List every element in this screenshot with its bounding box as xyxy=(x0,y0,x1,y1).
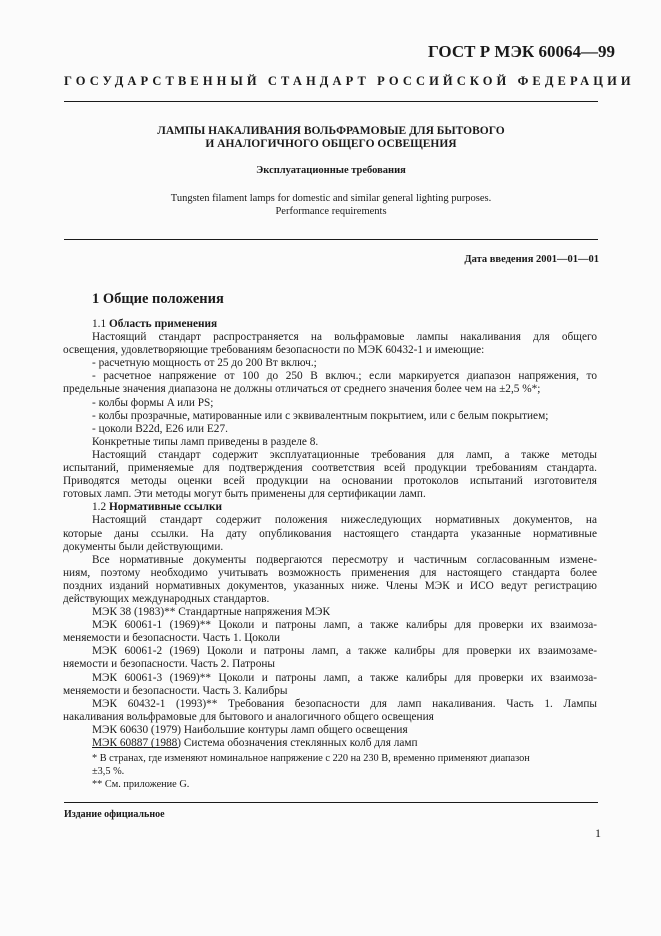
header-rule xyxy=(64,101,598,102)
text-line: которые даны ссылки. На дату опубликования настоящего стандарта указанные нормативные xyxy=(63,527,597,540)
text-line: Приводятся методы оценки всей продукции на основании протоколов испытаний изготовителя xyxy=(63,475,597,488)
subsection-title: Область применения xyxy=(108,318,218,330)
text-line: - расчетное напряжение от 100 до 250 В включ.; если маркируется диапазон напряжения, то xyxy=(92,370,597,383)
english-title xyxy=(64,192,598,218)
subsection-1-1-text xyxy=(63,331,597,501)
title-rule xyxy=(64,239,598,240)
official-edition-label: Издание официальное xyxy=(64,809,165,820)
english-title-line-1: Tungsten filament lamps for domestic and similar general lighting purposes. xyxy=(170,193,492,204)
text-line: МЭК 60061-3 (1969)** Цоколи и патроны ламп, а также калибры для проверки их взаимоза- xyxy=(92,671,597,684)
section-1-heading: 1 Общие положения xyxy=(92,291,224,307)
text-line: Конкретные типы ламп приведены в разделе 8. xyxy=(92,435,319,448)
text-line: МЭК 60061-2 (1969) Цоколи и патроны ламп, а также калибры для проверки их взаимозаме- xyxy=(92,645,597,658)
footnotes xyxy=(92,752,597,791)
page-number: 1 xyxy=(595,826,601,840)
text-line: - цоколи B22d, E26 или E27. xyxy=(92,422,228,435)
text-line: Настоящий стандарт содержит эксплуатационные требования для ламп, а также методы xyxy=(92,448,597,461)
title-line-1: ЛАМПЫ НАКАЛИВАНИЯ ВОЛЬФРАМОВЫЕ ДЛЯ БЫТОВОГО xyxy=(157,125,505,137)
text-line: предельные значения диапазона не должны отличаться от среднего значения более чем на ±2,5 %*; xyxy=(63,383,541,396)
section-1-body xyxy=(63,318,597,750)
text-line: поздних изданий нормативных документов, указанных ниже. Члены МЭК и ИСО ведут регистрацию xyxy=(63,579,597,592)
footnote-rule xyxy=(92,747,178,748)
title-line-2: И АНАЛОГИЧНОГО ОБЩЕГО ОСВЕЩЕНИЯ xyxy=(205,138,457,150)
state-standard-banner: ГОСУДАРСТВЕННЫЙ СТАНДАРТ РОССИЙСКОЙ ФЕДЕРАЦИИ xyxy=(64,74,635,88)
text-line: - колбы формы A или PS; xyxy=(92,396,214,409)
text-line: МЭК 60061-1 (1969)** Цоколи и патроны ламп, а также калибры для проверки их взаимоза- xyxy=(92,619,597,632)
document-subtitle: Эксплуатационные требования xyxy=(256,165,406,176)
text-line: Все нормативные документы подвергаются пересмотру и частичным согласованным измене- xyxy=(92,553,597,566)
text-line: Настоящий стандарт содержит положения нижеследующих нормативных документов, на xyxy=(92,514,597,527)
text-line: меняемости и безопасности. Часть 1. Цоколи xyxy=(63,632,281,645)
subsection-title: Нормативные ссылки xyxy=(108,501,223,514)
footnote-1-cont: ±3,5 %. xyxy=(92,766,125,778)
text-line: испытаний, применяемые для подтверждения соответствия всей продукции требованиям стандарта. xyxy=(63,462,597,475)
text-line: меняемости и безопасности. Часть 3. Калибры xyxy=(63,684,288,697)
subsection-1-2-text xyxy=(63,514,597,750)
intro-date: Дата введения 2001—01—01 xyxy=(464,254,599,265)
text-line: няемости и безопасности. Часть 2. Патроны xyxy=(63,658,275,671)
text-line: накаливания вольфрамовые для бытового и аналогичного общего освещения xyxy=(63,710,434,723)
subsection-number: 1.1 xyxy=(92,318,107,330)
text-line: освещения, удовлетворяющие требованиям безопасности по МЭК 60432-1 и имеющие: xyxy=(63,344,485,357)
subsection-1-2-heading xyxy=(92,501,597,514)
footnote-2: ** См. приложение G. xyxy=(92,779,190,791)
text-line: МЭК 60887 (1988) Система обозначения стеклянных колб для ламп xyxy=(92,737,418,749)
document-code: ГОСТ Р МЭК 60064—99 xyxy=(428,42,615,61)
text-line: - колбы прозрачные, матированные или с эквивалентным покрытием, или с белым покрытием; xyxy=(92,409,549,422)
footnote-1: * В странах, где изменяют номинальное напряжение с 220 на 230 В, временно применяют диапазон xyxy=(92,753,530,764)
text-line: документы были действующими. xyxy=(63,540,224,553)
text-line: Настоящий стандарт распространяется на вольфрамовые лампы накаливания для общего xyxy=(92,331,597,344)
text-line: МЭК 60432-1 (1993)** Требования безопасности для ламп накаливания. Часть 1. Лампы xyxy=(92,697,597,710)
subsection-1-1-heading xyxy=(92,318,597,331)
text-line: - расчетную мощность от 25 до 200 Вт включ.; xyxy=(92,357,317,370)
text-line: МЭК 38 (1983)** Стандартные напряжения МЭК xyxy=(92,606,331,619)
footer-rule xyxy=(64,802,598,803)
document-title xyxy=(64,125,598,151)
english-title-line-2: Performance requirements xyxy=(275,206,387,217)
subsection-number: 1.2 xyxy=(92,501,107,514)
text-line: готовых ламп. Эти методы могут быть применены для сертификации ламп. xyxy=(63,488,426,501)
text-line: ниям, поэтому необходимо учитывать возможность применения для настоящего стандарта более xyxy=(63,566,597,579)
text-line: МЭК 60630 (1979) Наибольшие контуры ламп общего освещения xyxy=(92,723,408,736)
text-line: действующих международных стандартов. xyxy=(63,592,270,605)
